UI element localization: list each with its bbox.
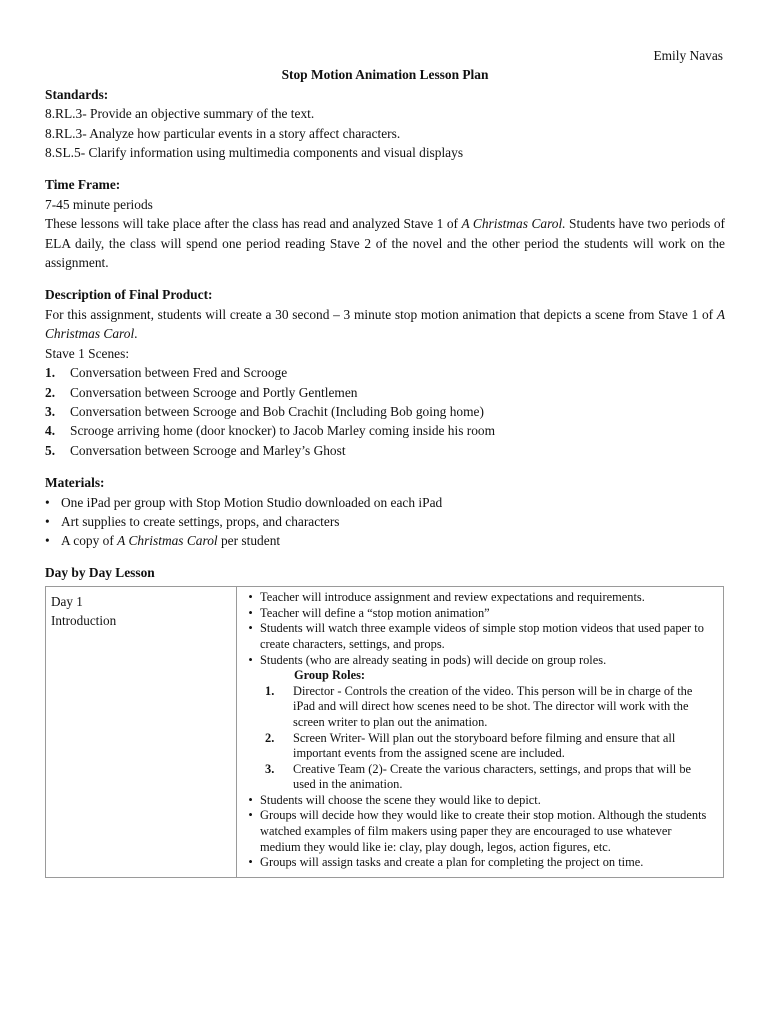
task-item: • Students will choose the scene they would like to depict.: [241, 793, 715, 809]
standard-item: 8.RL.3- Provide an objective summary of the text.: [45, 106, 315, 122]
day-label: Day 1: [51, 594, 83, 610]
role-item: 1. Director - Controls the creation of the video. This person will be in charge of the iPad and will direct how scenes need to be shot. The director will work with the screen writer to plan out the animation.: [265, 683, 693, 729]
role-item: 2. Screen Writer- Will plan out the storyboard before filming and ensure that all important events from the assigned scene are included.: [265, 730, 676, 761]
task-item: • Groups will assign tasks and create a plan for completing the project on time.: [241, 855, 715, 871]
group-roles-title: Group Roles:: [294, 668, 366, 683]
day-cell: [46, 587, 237, 878]
time-frame-heading: Time Frame:: [45, 177, 121, 193]
group-roles-list: [241, 684, 715, 793]
material-item: • Art supplies to create settings, props, and characters: [45, 512, 725, 531]
bullet-icon: •: [248, 652, 253, 667]
standard-item: 8.SL.5- Clarify information using multimedia components and visual displays: [45, 145, 464, 161]
scenes-label: Stave 1 Scenes:: [45, 345, 130, 361]
task-cell: [237, 587, 724, 878]
time-frame-periods: 7-45 minute periods: [45, 196, 153, 212]
scene-item: 1. Conversation between Fred and Scrooge: [45, 365, 288, 381]
final-product-heading: Description of Final Product:: [45, 287, 213, 303]
bullet-icon: •: [248, 855, 253, 870]
material-item: • One iPad per group with Stop Motion Studio downloaded on each iPad: [45, 493, 725, 512]
bullet-icon: •: [248, 590, 253, 605]
scene-item: 2. Conversation between Scrooge and Portly Gentlemen: [45, 384, 358, 400]
task-item: • Teacher will define a “stop motion animation”: [241, 606, 715, 622]
scenes-list: [45, 363, 725, 460]
task-list: [241, 793, 715, 871]
bullet-icon: •: [248, 792, 253, 807]
day-by-day-heading: Day by Day Lesson: [45, 564, 155, 580]
table-row: [46, 587, 724, 878]
task-list: [241, 590, 715, 668]
standards-heading: Standards:: [45, 86, 109, 102]
day-title: Introduction: [51, 612, 117, 628]
bullet-icon: •: [248, 808, 253, 823]
standard-item: 8.RL.3- Analyze how particular events in a story affect characters.: [45, 125, 401, 141]
bullet-icon: •: [45, 513, 50, 529]
document-body: [45, 46, 725, 878]
document-title: Stop Motion Animation Lesson Plan: [281, 67, 489, 83]
lesson-table: [45, 586, 724, 878]
bullet-icon: •: [45, 494, 50, 510]
book-title: A Christmas Carol.: [461, 216, 566, 232]
final-product-paragraph: For this assignment, students will create a 30 second – 3 minute stop motion animation that depicts a scene from Stave 1 of A Christmas Carol.: [45, 306, 725, 342]
time-frame-paragraph: These lessons will take place after the class has read and analyzed Stave 1 of A Christmas Carol. Students have two periods of ELA daily, the class will spend one period reading Stave 2 of the novel and the other period the students will work on the assignment.: [45, 216, 725, 271]
book-title: A Christmas Carol: [45, 306, 725, 342]
bullet-icon: •: [248, 605, 253, 620]
scene-item: 5. Conversation between Scrooge and Marley’s Ghost: [45, 442, 346, 458]
role-item: 3. Creative Team (2)- Create the various characters, settings, and props that will be used in the animation.: [265, 761, 692, 792]
material-item: • A copy of A Christmas Carol per student: [45, 531, 725, 550]
book-title: A Christmas Carol: [117, 533, 218, 549]
materials-heading: Materials:: [45, 475, 105, 491]
scene-item: 3. Conversation between Scrooge and Bob Crachit (Including Bob going home): [45, 403, 484, 419]
author-name: Emily Navas: [653, 48, 723, 63]
bullet-icon: •: [45, 533, 50, 549]
materials-list: [45, 493, 725, 551]
bullet-icon: •: [248, 621, 253, 636]
task-item: • Students (who are already seating in pods) will decide on group roles.: [241, 653, 715, 669]
task-item: • Teacher will introduce assignment and review expectations and requirements.: [241, 590, 715, 606]
task-item: • Groups will decide how they would like to create their stop motion. Although the students watched examples of film makers using paper they are encouraged to use whatever medium they would like ie: clay, play dough, legos, action figures, etc.: [241, 808, 715, 855]
scene-item: 4. Scrooge arriving home (door knocker) to Jacob Marley coming inside his room: [45, 423, 496, 439]
task-item: • Students will watch three example videos of simple stop motion videos that used paper to create characters, settings, and props.: [241, 621, 715, 652]
